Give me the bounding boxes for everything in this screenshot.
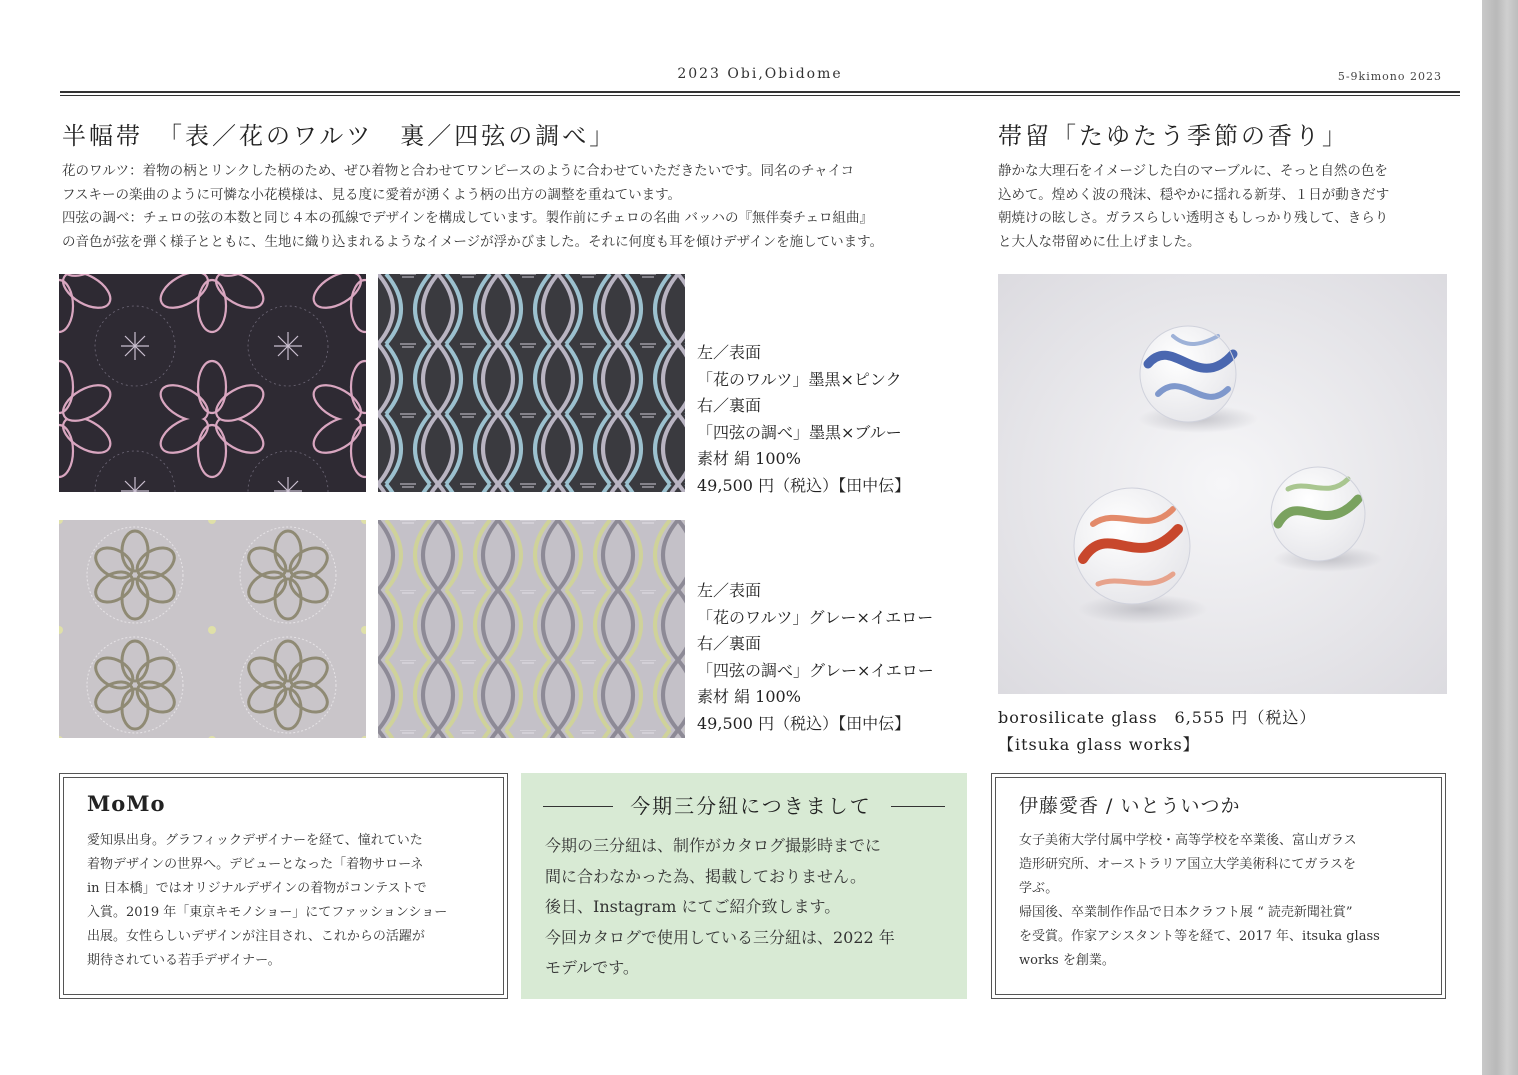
bio-line: works を創業。	[1019, 953, 1115, 968]
notice-box	[521, 773, 967, 999]
caption-line: 右／裏面	[697, 634, 762, 653]
obi-desc-line: 四弦の調べ：チェロの弦の本数と同じ４本の孤線でデザインを構成しています。製作前にチェロの名曲 バッハの『無伴奏チェロ組曲』	[62, 210, 874, 226]
designer-name: MoMo	[87, 791, 166, 816]
notice-rule-right	[891, 806, 945, 807]
caption-line: 49,500 円（税込）【田中伝】	[697, 475, 911, 495]
header-rule-thin	[60, 95, 1460, 96]
obi-desc-line: 花のワルツ：着物の柄とリンクした柄のため、ぜひ着物と合わせてワンピースのように合わせていただきたいです。同名のチャイコ	[62, 163, 855, 179]
obidome-desc-line: 静かな大理石をイメージした白のマーブルに、そっと自然の色を	[998, 163, 1388, 179]
designer-profile-box	[59, 773, 508, 999]
fabric-flower-dark-image	[59, 274, 366, 492]
page-edge-strip	[1482, 0, 1518, 1075]
bio-line: を受賞。作家アシスタント等を経て、2017 年、itsuka glass	[1019, 929, 1380, 944]
bio-line: 帰国後、卒業制作作品で日本クラフト展 “ 読売新聞社賞”	[1019, 905, 1353, 920]
artist-profile-box	[991, 773, 1446, 999]
caption-line: 素材 絹 100%	[697, 449, 801, 468]
obi-desc-line: の音色が弦を弾く様子とともに、生地に織り込まれるようなイメージが浮かびました。それに何度も耳を傾けデザインを施しています。	[62, 233, 884, 250]
header-issue: 5-9kimono 2023	[1337, 70, 1442, 83]
bio-line: 愛知県出身。グラフィックデザイナーを経て、憧れていた	[87, 833, 423, 848]
bio-line: 入賞。2019 年「東京キモノショー」にてファッションショー	[87, 905, 448, 920]
header-rule	[60, 91, 1460, 93]
caption-line: 素材 絹 100%	[697, 687, 801, 706]
artist-bio	[1019, 829, 1380, 973]
notice-line: 後日、Instagram にてご紹介致します。	[545, 897, 841, 916]
obidome-desc-line: 込めて。煌めく波の飛沫、穏やかに揺れる新芽、１日が動きだす	[998, 186, 1390, 203]
caption-line: 「花のワルツ」墨黒×ピンク	[697, 369, 902, 389]
bio-line: 期待されている若手デザイナー。	[87, 953, 281, 968]
bio-line: 女子美術大学付属中学校・高等学校を卒業後、富山ガラス	[1019, 833, 1357, 848]
notice-line: モデルです。	[545, 958, 639, 977]
caption-line: 左／表面	[697, 581, 762, 600]
notice-line: 今期の三分紐は、制作がカタログ撮影時までに	[545, 836, 882, 855]
caption-line: 49,500 円（税込）【田中伝】	[697, 713, 911, 733]
bio-line: 出展。女性らしいデザインが注目され、これからの活躍が	[87, 929, 425, 944]
bio-line: 学ぶ。	[1019, 881, 1059, 896]
obidome-caption	[998, 705, 1316, 758]
obidome-heading: 帯留「たゆたう季節の香り」	[998, 122, 1349, 150]
glass-obidome-photo	[998, 274, 1447, 694]
obi-heading: 半幅帯 「表／花のワルツ 裏／四弦の調べ」	[62, 122, 617, 150]
caption-line: 「花のワルツ」グレー×イエロー	[697, 607, 934, 627]
obi-caption-grey	[697, 578, 934, 737]
bio-line: in 日本橋」ではオリジナルデザインの着物がコンテストで	[87, 881, 427, 896]
caption-line: 左／表面	[697, 343, 762, 362]
obidome-description	[998, 160, 1458, 254]
caption-line: 「四弦の調べ」墨黒×ブルー	[697, 422, 902, 442]
designer-bio	[87, 829, 447, 973]
bio-line: 造形研究所、オーストラリア国立大学美術科にてガラスを	[1019, 857, 1356, 872]
fabric-wave-dark-image	[378, 274, 685, 492]
obidome-desc-line: と大人な帯留めに仕上げました。	[998, 233, 1201, 250]
notice-text	[545, 831, 895, 984]
header-title: 2023 Obi,Obidome	[677, 66, 843, 82]
notice-line: 間に合わなかった為、掲載しておりません。	[545, 866, 866, 886]
artist-name: 伊藤愛香 / いとういつか	[1019, 795, 1241, 817]
notice-line: 今回カタログで使用している三分紐は、2022 年	[545, 927, 895, 947]
caption-line: 【itsuka glass works】	[998, 734, 1200, 754]
notice-title: 今期三分紐につきまして	[630, 794, 872, 818]
obidome-desc-line: 朝焼けの眩しさ。ガラスらしい透明さもしっかり残して、きらり	[998, 210, 1389, 226]
fabric-wave-grey-image	[378, 520, 685, 738]
caption-line: 右／裏面	[697, 396, 762, 415]
notice-rule-left	[543, 806, 613, 807]
bio-line: 着物デザインの世界へ。デビューとなった「着物サローネ	[87, 857, 424, 872]
caption-line: 「四弦の調べ」グレー×イエロー	[697, 660, 934, 680]
obi-desc-line: フスキーの楽曲のように可憐な小花模様は、見る度に愛着が湧くよう柄の出方の調整を重ねています。	[62, 186, 682, 203]
obi-description	[62, 160, 962, 254]
caption-line: borosilicate glass 6,555 円（税込）	[998, 708, 1317, 727]
obi-caption-dark	[697, 340, 910, 499]
fabric-flower-grey-image	[59, 520, 366, 738]
